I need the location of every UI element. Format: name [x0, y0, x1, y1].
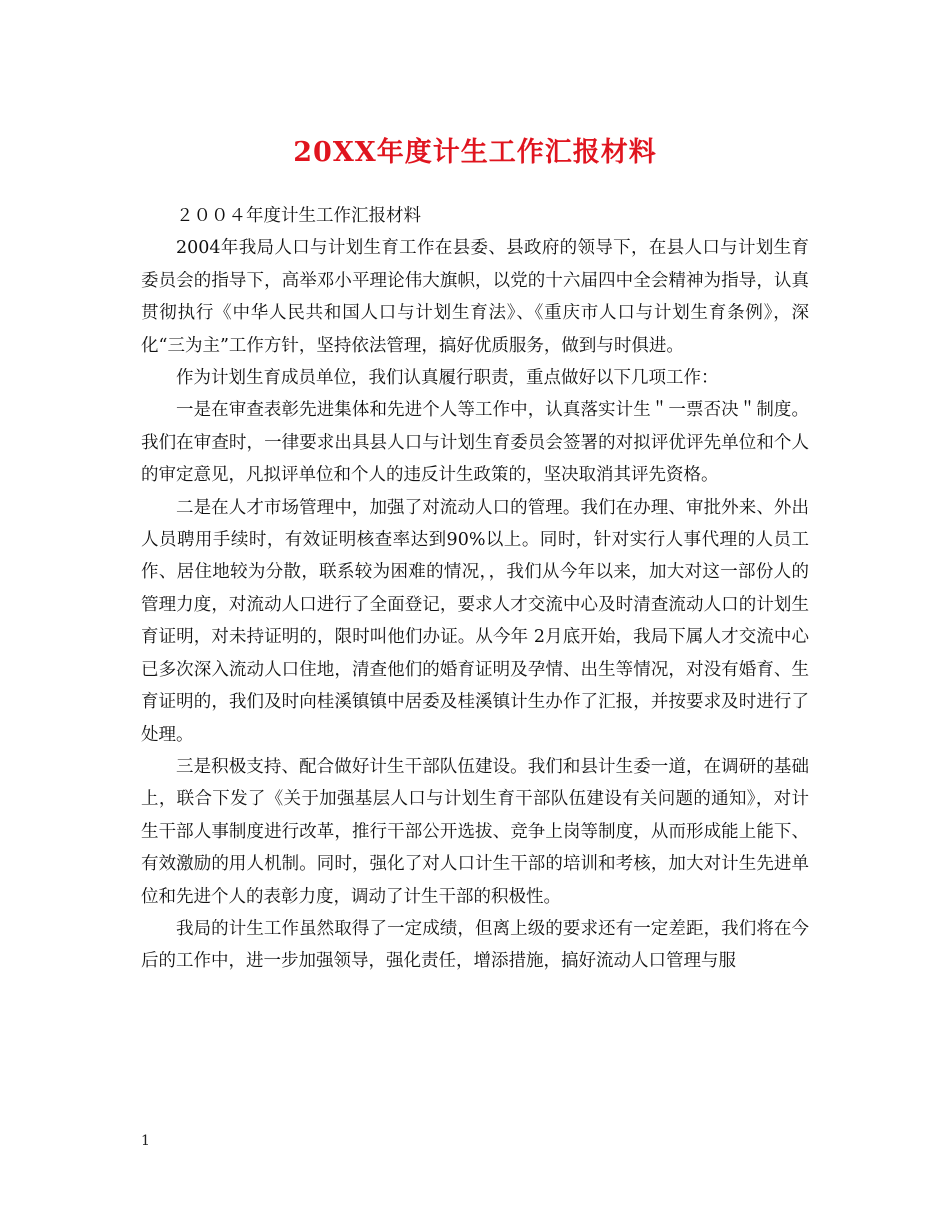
- paragraph-duties: 作为计划生育成员单位，我们认真履行职责，重点做好以下几项工作：: [176, 368, 719, 389]
- paragraph-item-two: 二是在人才市场管理中，加强了对流动人口的管理。我们在办理、审批外来、外出人员聘用手续时，有效证明核查率达到90%以上。同时，针对实行人事代理的人员工作、居住地较为分散，联系较为困难的情况，，我们从今年以来，加大对这一部份人的管理力度，对流动人口进行了全面登记，要求人才交流中心及时清查流动人口的计划生育证明，对未持证明的，限时叫他们办证。从今年 2月底开始，我局下属人才交流中心已多次深入流动人口住地，清查他们的婚育证明及孕情、出生等情况，对没有婚育、生育证明的，我们及时向桂溪镇镇中居委及桂溪镇计生办作了汇报，并按要求及时进行了处理。: [141, 497, 809, 745]
- paragraph-item-three: 三是积极支持、配合做好计生干部队伍建设。我们和县计生委一道，在调研的基础上，联合下发了《关于加强基层人口与计划生育干部队伍建设有关问题的通知》，对计生干部人事制度进行改革，推行干部公开选拔、竞争上岗等制度，从而形成能上能下、有效激励的用人机制。同时，强化了对人口计生干部的培训和考核，加大对计生先进单位和先进个人的表彰力度，调动了计生干部的积极性。: [141, 756, 809, 907]
- paragraph-subtitle: ２００４年度计生工作汇报材料: [176, 206, 421, 226]
- paragraph-intro: 2004年我局人口与计划生育工作在县委、县政府的领导下，在县人口与计划生育委员会的指导下，高举邓小平理论伟大旗帜，以党的十六届四中全会精神为指导，认真贯彻执行《中华人民共和国人口与计划生育法》、《重庆市人口与计划生育条例》，深化“三为主”工作方针，坚持依法管理，搞好优质服务，做到与时俱进。: [141, 238, 809, 356]
- document-body: [141, 200, 809, 978]
- paragraph-conclusion: 我局的计生工作虽然取得了一定成绩，但离上级的要求还有一定差距，我们将在今后的工作中，进一步加强领导，强化责任，增添措施，搞好流动人口管理与服: [141, 918, 809, 972]
- paragraph-item-one: 一是在审查表彰先进集体和先进个人等工作中，认真落实计生＂一票否决＂制度。我们在审查时，一律要求出具县人口与计划生育委员会签署的对拟评优评先单位和个人的审定意见，凡拟评单位和个人的违反计生政策的，坚决取消其评先资格。: [141, 400, 809, 486]
- page-number: 1: [141, 1133, 150, 1149]
- document-title: 20XX年度计生工作汇报材料: [293, 137, 657, 168]
